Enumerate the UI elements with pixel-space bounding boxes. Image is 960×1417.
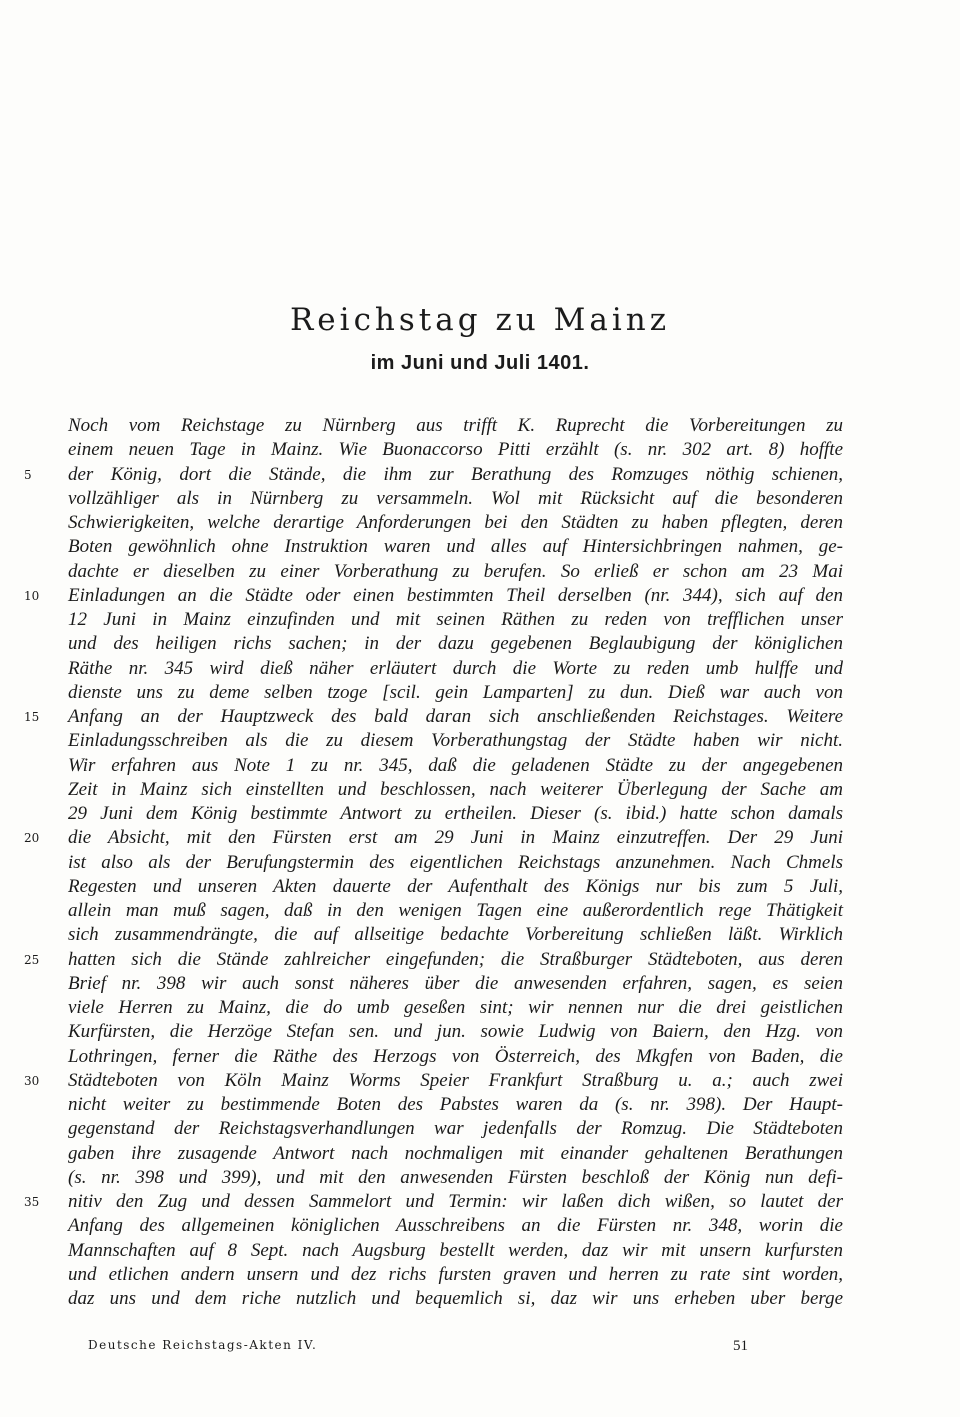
text-line (68, 899, 843, 923)
line-text: und etlichen andern unsern und dez richs fursten graven und herren zu rate sint worden, (68, 1263, 843, 1285)
line-text: nicht weiter zu bestimmende Boten des Pabstes waren da (s. nr. 398). Der Haupt- (68, 1094, 843, 1115)
line-text: Regesten und unseren Akten dauerte der Aufenthalt des Königs nur bis zum 5 Juli, (68, 875, 843, 897)
line-text: und des heiligen richs sachen; in der dazu gegebenen Beglaubigung der königlichen (68, 633, 843, 655)
line-number: 30 (24, 1073, 40, 1088)
page-subtitle: im Juni und Juli 1401. (370, 352, 590, 374)
line-text: einem neuen Tage in Mainz. Wie Buonaccorso Pitti erzählt (s. nr. 302 art. 8) hoffte (68, 439, 843, 461)
text-line (68, 1020, 843, 1044)
text-line (68, 729, 843, 753)
body-text (24, 414, 843, 1311)
text-line (68, 511, 843, 535)
text-line (24, 705, 843, 729)
line-text: 29 Juni dem König bestimmte Antwort zu ertheilen. Dieser (s. ibid.) hatte schon damals (68, 803, 843, 824)
text-line (24, 1190, 843, 1214)
line-text: die Absicht, mit den Fürsten erst am 29 Juni in Mainz einzutreffen. Der 29 Juni (68, 827, 843, 849)
line-text: Anfang an der Hauptzweck des bald daran sich anschließenden Reichstages. Weitere (68, 706, 843, 727)
text-line (68, 923, 843, 947)
line-text: sich zusammendrängte, die auf allseitige bedachte Vorbereitung schließen läßt. Wirklich (68, 924, 843, 946)
line-text: (s. nr. 398 und 399), und mit den anwesenden Fürsten beschloß der König nun defi- (68, 1166, 843, 1188)
text-line (68, 487, 843, 511)
line-text: dienste uns zu deme selben tzoge [scil. gein Lamparten] zu dun. Dieß war auch von (68, 681, 843, 703)
text-line (68, 875, 843, 899)
text-line (68, 1214, 843, 1238)
line-text: hatten sich die Stände zahlreicher eingefunden; die Straßburger Städteboten, aus deren (68, 948, 843, 970)
line-text: Räthe nr. 345 wird dieß näher erläutert durch die Worte zu reden umb hulffe und (68, 657, 843, 679)
line-text: gegenstand der Reichstagsverhandlungen war jedenfalls der Romzug. Die Städteboten (68, 1118, 843, 1140)
line-text: dachte er dieselben zu einer Vorberathung zu berufen. So erließ er schon am 23 Mai (68, 560, 843, 582)
page-footer (88, 1338, 748, 1355)
text-line (68, 657, 843, 681)
text-line (68, 996, 843, 1020)
text-line (68, 972, 843, 996)
line-text: allein man muß sagen, daß in den wenigen Tagen eine außerordentlich rege Thätigkeit (68, 900, 843, 921)
line-text: 12 Juni in Mainz einzufinden und mit seinen Räthen zu reden von trefflichen unser (68, 609, 843, 630)
line-text: ist also als der Berufungstermin des eigentlichen Reichstags anzunehmen. Nach Chmels (68, 851, 843, 873)
line-number: 35 (24, 1195, 40, 1209)
text-line (68, 1287, 843, 1311)
line-text: Mannschaften auf 8 Sept. nach Augsburg bestellt werden, daz wir mit unsern kurfursten (68, 1239, 843, 1261)
text-line (24, 463, 843, 487)
text-line (68, 414, 843, 438)
text-line (24, 1069, 843, 1093)
line-text: Städteboten von Köln Mainz Worms Speier Frankfurt Straßburg u. a.; auch zwei (68, 1069, 843, 1091)
text-line (24, 584, 843, 608)
line-text: Einladungen an die Städte oder einen bestimmten Theil derselben (nr. 344), sich auf den (68, 584, 843, 606)
line-text: Einladungsschreiben als die zu diesem Vorberathungstag der Städte haben wir nicht. (68, 730, 843, 752)
text-line (68, 438, 843, 462)
line-text: Brief nr. 398 wir auch sonst näheres über die anwesenden erfahren, sagen, es seien (68, 972, 843, 994)
line-text: daz uns und dem riche nutzlich und bequemlich si, daz wir uns erheben uber berge (68, 1288, 843, 1309)
line-text: nitiv den Zug und dessen Sammelort und Termin: wir laßen dich wißen, so lautet der (68, 1191, 843, 1212)
line-text: Lothringen, ferner die Räthe des Herzogs von Österreich, des Mkgfen von Baden, die (68, 1045, 843, 1067)
text-line (68, 1142, 843, 1166)
text-line (24, 826, 843, 850)
line-text: Anfang des allgemeinen königlichen Ausschreibens an die Fürsten nr. 348, worin die (68, 1215, 843, 1237)
text-line (68, 851, 843, 875)
line-text: Noch vom Reichstage zu Nürnberg aus trifft K. Ruprecht die Vorbereitungen zu (68, 415, 843, 436)
text-line (68, 681, 843, 705)
line-text: viele Herren zu Mainz, die do umb geseßen sint; wir nennen nur die drei geistlichen (68, 997, 843, 1018)
line-number: 20 (24, 831, 40, 846)
line-number: 15 (24, 710, 40, 724)
text-line (68, 632, 843, 656)
line-number: 10 (24, 588, 40, 603)
text-line (68, 560, 843, 584)
line-text: Boten gewöhnlich ohne Instruktion waren und alles auf Hintersichbringen nahmen, ge- (68, 536, 843, 558)
line-text: Kurfürsten, die Herzöge Stefan sen. und jun. sowie Ludwig von Baiern, den Hzg. von (68, 1021, 843, 1043)
text-line (68, 535, 843, 559)
page-title: Reichstag zu Mainz (289, 302, 671, 338)
text-line (68, 1093, 843, 1117)
line-number: 5 (24, 467, 32, 482)
text-line (68, 1263, 843, 1287)
text-line (68, 802, 843, 826)
text-line (24, 948, 843, 972)
line-text: Zeit in Mainz sich einstellten und beschlossen, nach weiterer Überlegung der Sache am (68, 778, 843, 800)
text-line (68, 1117, 843, 1141)
line-text: Wir erfahren aus Note 1 zu nr. 345, daß die geladenen Städte zu der angegebenen (68, 754, 843, 776)
line-text: vollzähliger als in Nürnberg zu versammeln. Wol mit Rücksicht auf die besonderen (68, 487, 843, 509)
line-number: 25 (24, 952, 40, 967)
text-line (68, 754, 843, 778)
text-line (68, 1166, 843, 1190)
line-text: gaben ihre zusagende Antwort nach nochmaligen mit einander gehaltenen Berathungen (68, 1142, 843, 1164)
text-line (68, 608, 843, 632)
page-number: 51 (733, 1338, 748, 1354)
text-line (68, 778, 843, 802)
line-text: Schwierigkeiten, welche derartige Anforderungen bei den Städten zu haben pflegten, deren (68, 512, 843, 533)
footer-source: Deutsche Reichstags-Akten IV. (88, 1338, 318, 1352)
text-line (68, 1045, 843, 1069)
text-line (68, 1239, 843, 1263)
line-text: der König, dort die Stände, die ihm zur Berathung des Romzuges nöthig schienen, (68, 463, 843, 485)
